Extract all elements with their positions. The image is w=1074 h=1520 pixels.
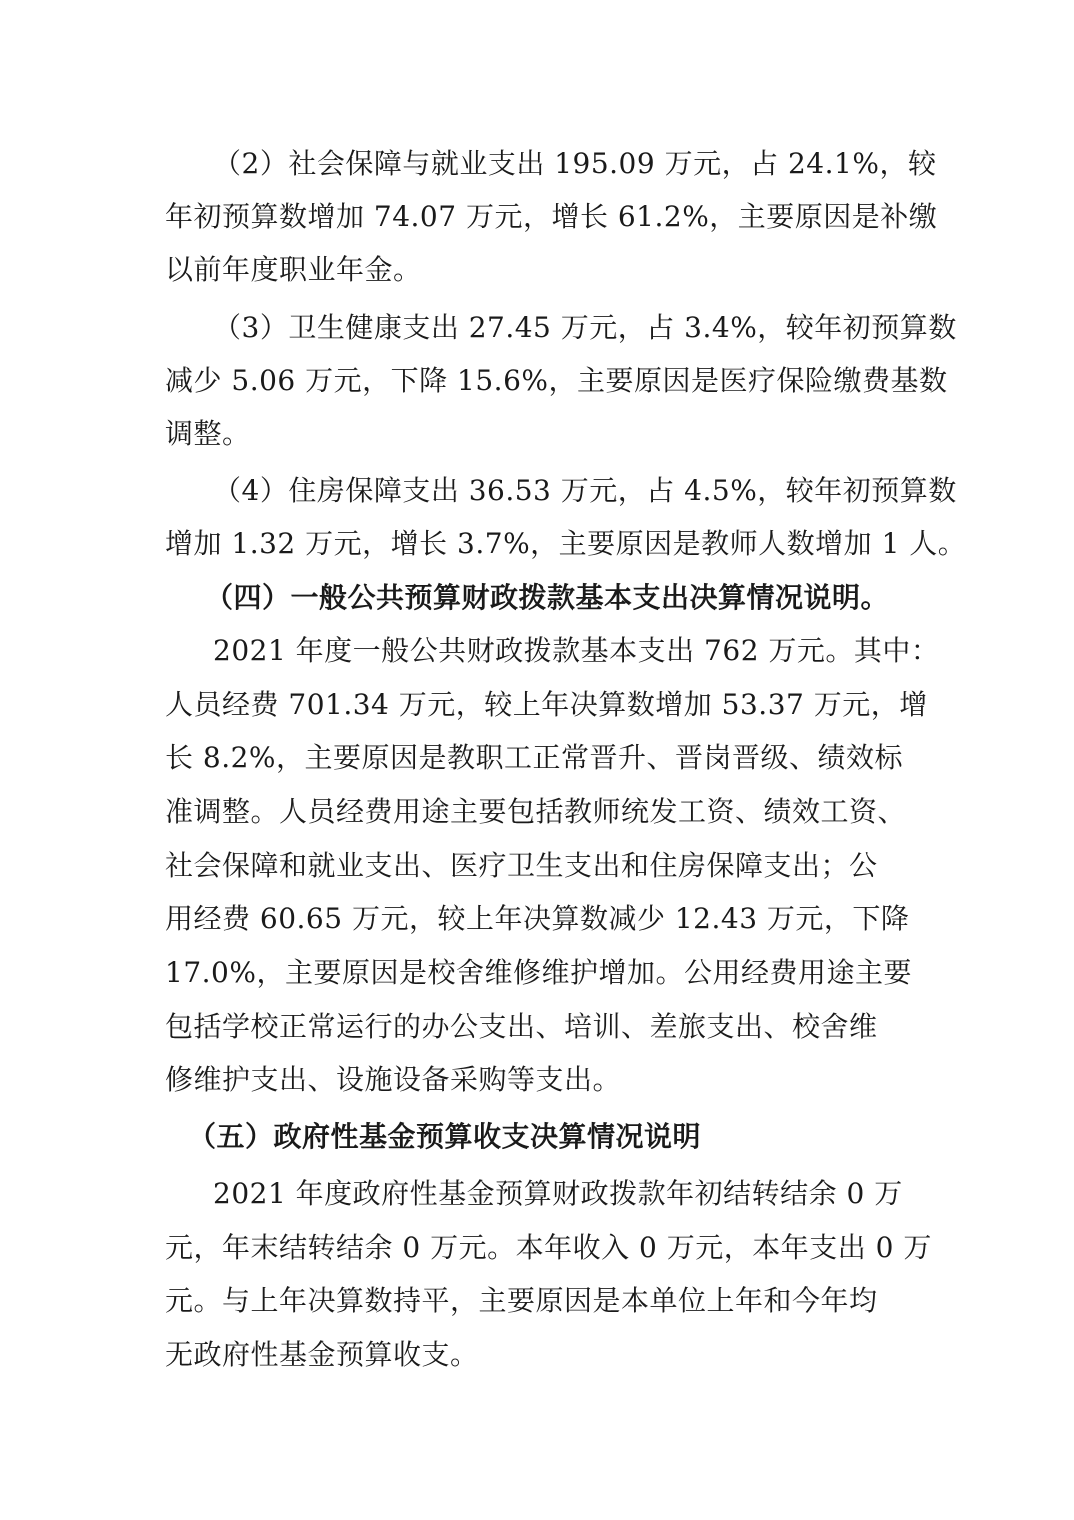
paragraph-line: 2021 年度一般公共财政拨款基本支出 762 万元。其中： (213, 634, 940, 667)
paragraph-line: 人员经费 701.34 万元，较上年决算数增加 53.37 万元，增 (165, 688, 928, 721)
paragraph-line: 元，年末结转结余 0 万元。本年收入 0 万元，本年支出 0 万 (165, 1231, 932, 1264)
paragraph-line: 社会保障和就业支出、医疗卫生支出和住房保障支出；公 (165, 849, 878, 882)
paragraph-line: 2021 年度政府性基金预算财政拨款年初结转结余 0 万 (213, 1177, 903, 1210)
paragraph-line: （4）住房保障支出 36.53 万元，占 4.5%，较年初预算数 (213, 474, 957, 507)
section-heading: （五）政府性基金预算收支决算情况说明 (188, 1120, 702, 1153)
paragraph-line: 增加 1.32 万元，增长 3.7%，主要原因是教师人数增加 1 人。 (165, 527, 967, 560)
paragraph-line: 调整。 (165, 417, 251, 450)
section-heading: （四）一般公共预算财政拨款基本支出决算情况说明。 (205, 581, 890, 614)
paragraph-line: 修维护支出、设施设备采购等支出。 (165, 1063, 622, 1096)
paragraph-line: 长 8.2%，主要原因是教职工正常晋升、晋岗晋级、绩效标 (165, 741, 904, 774)
paragraph-line: 包括学校正常运行的办公支出、培训、差旅支出、校舍维 (165, 1010, 878, 1043)
paragraph-line: 年初预算数增加 74.07 万元，增长 61.2%，主要原因是补缴 (165, 200, 938, 233)
paragraph-line: 无政府性基金预算收支。 (165, 1338, 479, 1371)
paragraph-line: 减少 5.06 万元，下降 15.6%，主要原因是医疗保险缴费基数 (165, 364, 948, 397)
paragraph-line: （3）卫生健康支出 27.45 万元，占 3.4%，较年初预算数 (213, 311, 957, 344)
paragraph-line: 以前年度职业年金。 (165, 253, 422, 286)
paragraph-line: 用经费 60.65 万元，较上年决算数减少 12.43 万元，下降 (165, 902, 910, 935)
paragraph-line: 17.0%，主要原因是校舍维修维护增加。公用经费用途主要 (165, 956, 912, 989)
paragraph-line: 准调整。人员经费用途主要包括教师统发工资、绩效工资、 (165, 795, 907, 828)
paragraph-line: （2）社会保障与就业支出 195.09 万元，占 24.1%，较 (213, 147, 937, 180)
paragraph-line: 元。与上年决算数持平，主要原因是本单位上年和今年均 (165, 1284, 878, 1317)
